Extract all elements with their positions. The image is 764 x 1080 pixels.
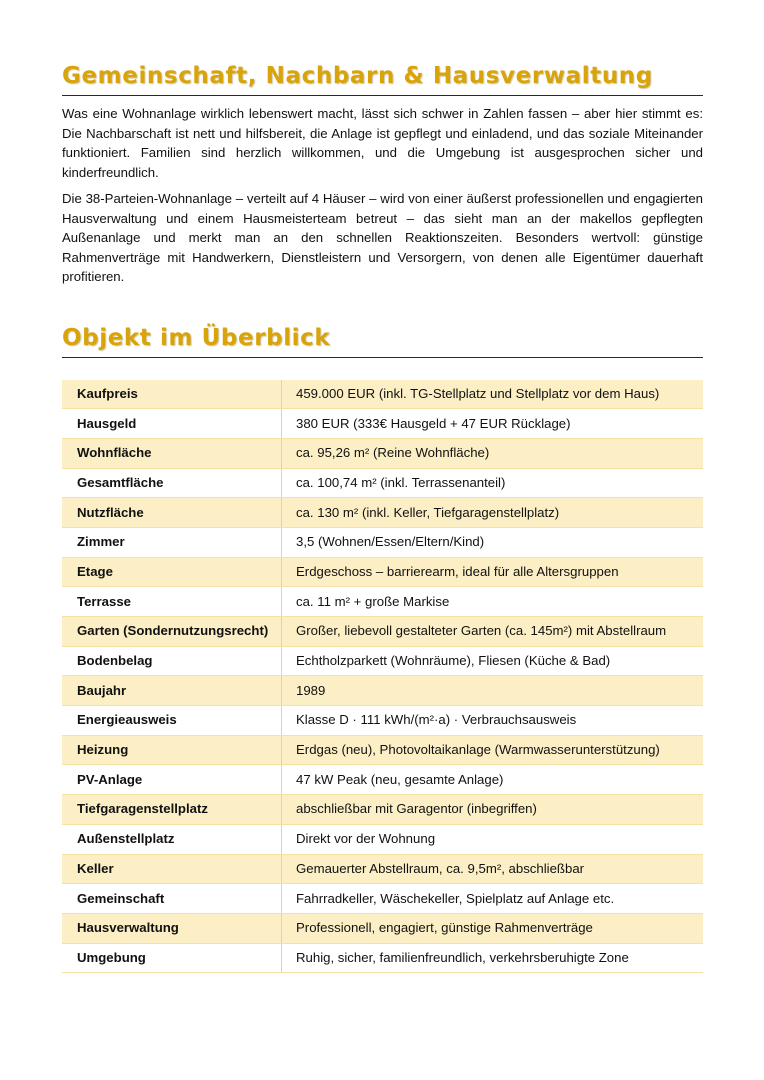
table-row (62, 706, 703, 736)
row-value: Großer, liebevoll gestalteter Garten (ca. 145m²) mit Abstellraum (282, 617, 704, 647)
table-row (62, 438, 703, 468)
row-key: Heizung (62, 735, 282, 765)
table-row (62, 765, 703, 795)
row-value: Klasse D · 111 kWh/(m²·a) · Verbrauchsausweis (282, 706, 704, 736)
row-key: Gemeinschaft (62, 884, 282, 914)
row-key: Wohnfläche (62, 438, 282, 468)
table-row (62, 676, 703, 706)
paragraph-community: Was eine Wohnanlage wirklich lebenswert macht, lässt sich schwer in Zahlen fassen – aber hier stimmt es: Die Nachbarschaft ist nett und hilfsbereit, die Anlage ist gepflegt und einladend, und das soziale Miteinander funktioniert. Familien sind herzlich willkommen, und die Umgebung ist ausgesprochen sicher und kinderfreundlich. (62, 106, 703, 180)
row-key: Terrasse (62, 587, 282, 617)
table-row (62, 409, 703, 439)
row-value: Ruhig, sicher, familienfreundlich, verkehrsberuhigte Zone (282, 943, 704, 973)
row-key: Kaufpreis (62, 380, 282, 409)
row-value: 1989 (282, 676, 704, 706)
row-value: ca. 130 m² (inkl. Keller, Tiefgaragenstellplatz) (282, 498, 704, 528)
overview-section (62, 320, 703, 974)
table-row (62, 587, 703, 617)
row-value: Direkt vor der Wohnung (282, 824, 704, 854)
row-value: Erdgas (neu), Photovoltaikanlage (Warmwasserunterstützung) (282, 735, 704, 765)
paragraph-management: Die 38-Parteien-Wohnanlage – verteilt auf 4 Häuser – wird von einer äußerst professionellen und engagierten Hausverwaltung und einem Hausmeisterteam betreut – das sieht man an der makellos gepflegten Außenanlage und merkt man an den schnellen Reaktionszeiten. Besonders wertvoll: günstige Rahmenverträge mit Handwerkern, Dienstleistern und Versorgern, von denen alle Eigentümer dauerhaft profitieren. (62, 191, 703, 284)
table-row (62, 735, 703, 765)
property-overview-table (62, 380, 703, 974)
table-row (62, 884, 703, 914)
row-value: Gemauerter Abstellraum, ca. 9,5m², abschließbar (282, 854, 704, 884)
table-row (62, 498, 703, 528)
row-value: Professionell, engagiert, günstige Rahmenverträge (282, 913, 704, 943)
row-value: ca. 11 m² + große Markise (282, 587, 704, 617)
table-row (62, 824, 703, 854)
table-row (62, 617, 703, 647)
row-key: Nutzfläche (62, 498, 282, 528)
table-row (62, 646, 703, 676)
row-key: Baujahr (62, 676, 282, 706)
row-value: Echtholzparkett (Wohnräume), Fliesen (Küche & Bad) (282, 646, 704, 676)
table-row (62, 913, 703, 943)
row-key: Hausgeld (62, 409, 282, 439)
row-value: Erdgeschoss – barrierearm, ideal für alle Altersgruppen (282, 557, 704, 587)
row-value: abschließbar mit Garagentor (inbegriffen) (282, 795, 704, 825)
table-row (62, 557, 703, 587)
row-key: Umgebung (62, 943, 282, 973)
row-key: PV-Anlage (62, 765, 282, 795)
row-key: Hausverwaltung (62, 913, 282, 943)
row-key: Gesamtfläche (62, 468, 282, 498)
row-value: 459.000 EUR (inkl. TG-Stellplatz und Stellplatz vor dem Haus) (282, 380, 704, 409)
row-key: Etage (62, 557, 282, 587)
row-key: Energieausweis (62, 706, 282, 736)
section-title-community: Gemeinschaft, Nachbarn & Hausverwaltung (62, 58, 703, 96)
section-title-overview: Objekt im Überblick (62, 320, 703, 358)
row-value: 47 kW Peak (neu, gesamte Anlage) (282, 765, 704, 795)
table-row (62, 380, 703, 409)
table-row (62, 795, 703, 825)
table-row (62, 527, 703, 557)
row-key: Tiefgaragenstellplatz (62, 795, 282, 825)
table-row (62, 854, 703, 884)
table-row (62, 468, 703, 498)
row-key: Zimmer (62, 527, 282, 557)
row-value: 380 EUR (333€ Hausgeld + 47 EUR Rücklage) (282, 409, 704, 439)
row-value: 3,5 (Wohnen/Essen/Eltern/Kind) (282, 527, 704, 557)
row-key: Garten (Sondernutzungsrecht) (62, 617, 282, 647)
row-value: ca. 100,74 m² (inkl. Terrassenanteil) (282, 468, 704, 498)
row-key: Bodenbelag (62, 646, 282, 676)
row-value: ca. 95,26 m² (Reine Wohnfläche) (282, 438, 704, 468)
row-key: Keller (62, 854, 282, 884)
table-row (62, 943, 703, 973)
row-key: Außenstellplatz (62, 824, 282, 854)
row-value: Fahrradkeller, Wäschekeller, Spielplatz auf Anlage etc. (282, 884, 704, 914)
page-content (62, 58, 703, 973)
